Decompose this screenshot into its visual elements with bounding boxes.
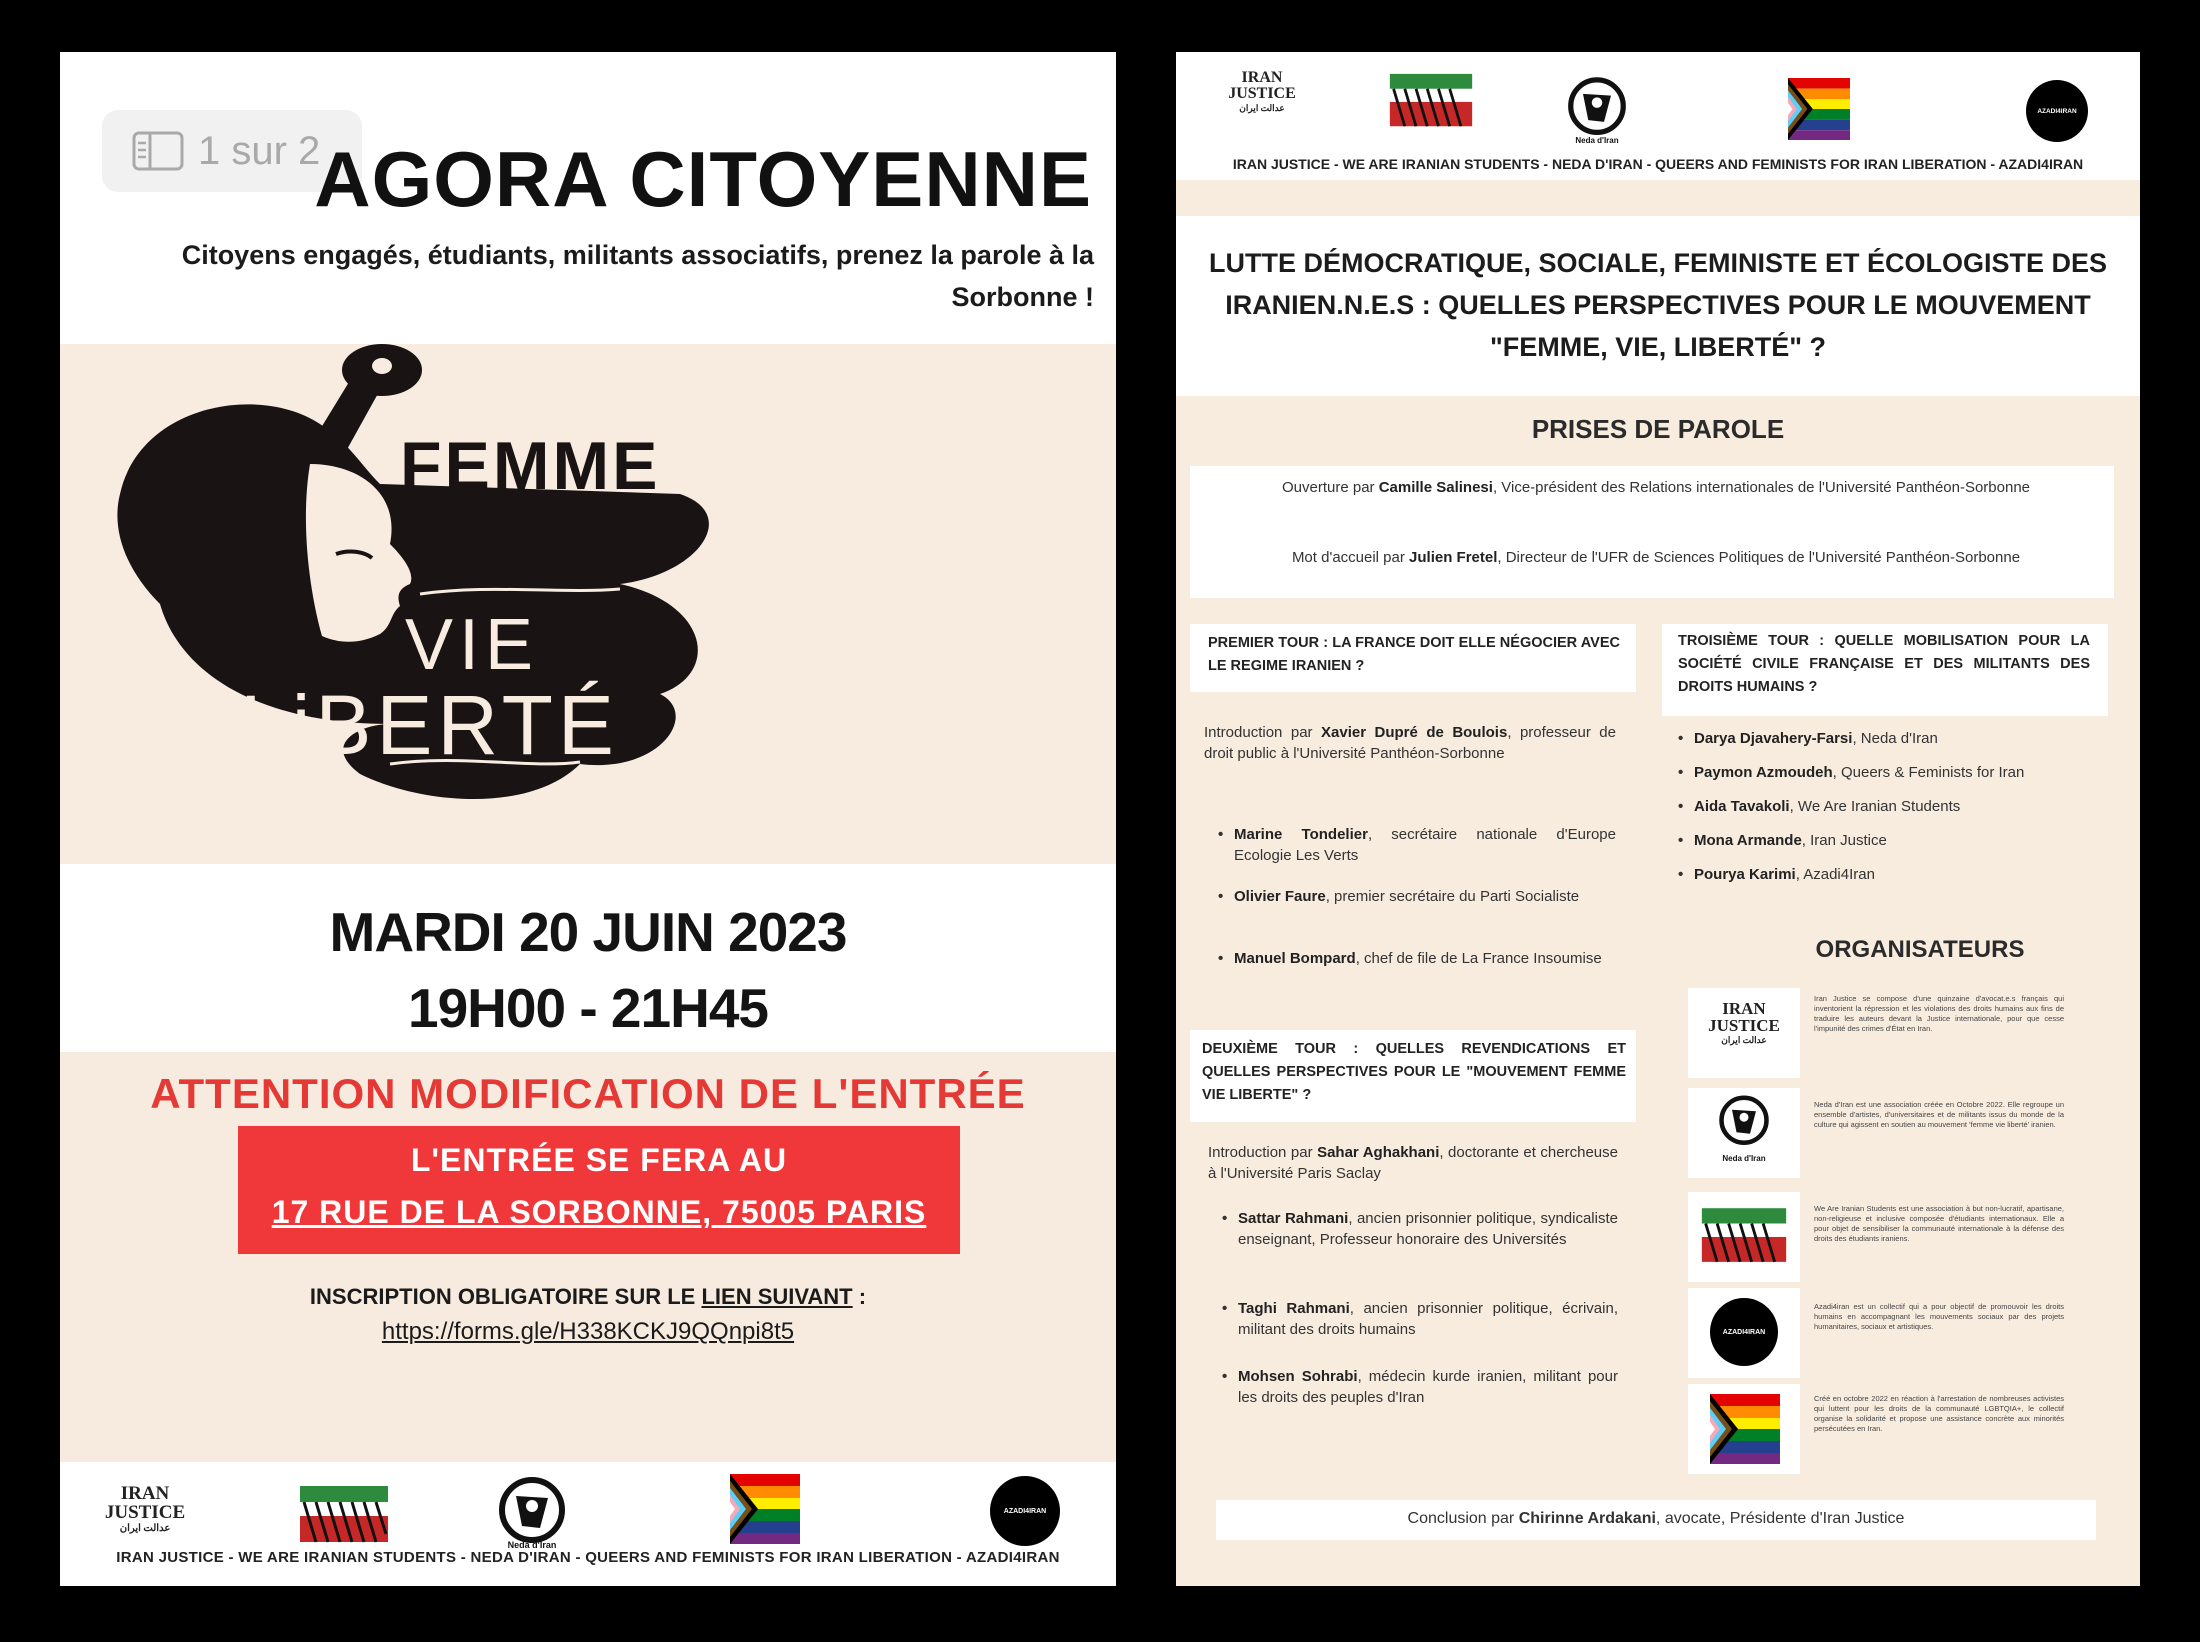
artwork-area [60, 344, 1116, 864]
we-are-iranian-students-logo [1386, 72, 1476, 130]
we-are-iranian-students-logo [1698, 1206, 1790, 1266]
conference-title: LUTTE DÉMOCRATIQUE, SOCIALE, FEMINISTE ET ÉCOLOGISTE DES IRANIEN.N.E.S : QUELLES PERSPECTIVES POUR LE MOUVEMENT "FEMME, VIE, LIBERTÉ" ? [1208, 248, 2108, 362]
org-description: We Are Iranian Students est une association à but non-lucratif, apartisane, non-religieuse et inclusive composée d'étudiants internationaux. Elle a pour objet de sensibiliser la communauté internationale à la défense des droits des étudiants iraniens. [1814, 1204, 2064, 1243]
neda-iran-logo: Neda d'Iran [492, 1476, 572, 1556]
poster-right [1176, 52, 2140, 1586]
org-description: Neda d'Iran est une association créée en Octobre 2022. Elle regroupe un ensemble d'artistes, d'universitaires et de militants issus du monde de la culture qui agissent en soutien au mouvement 'femme vie liberté' iranien. [1814, 1100, 2064, 1129]
neda-iran-icon [492, 1476, 572, 1546]
conclusion-text: Conclusion par Chirinne Ardakani, avocate, Présidente d'Iran Justice [1407, 1510, 1905, 1527]
page-counter-label: 1 sur 2 [198, 128, 321, 173]
inscription-link-label: LIEN SUIVANT [701, 1284, 853, 1309]
event-date: MARDI 20 JUIN 2023 [329, 901, 847, 963]
tour1-intro: Introduction par Xavier Dupré de Boulois, professeur de droit public à l'Université Panthéon-Sorbonne [1204, 724, 1616, 762]
entry-address: 17 RUE DE LA SORBONNE, 75005 PARIS [271, 1194, 927, 1230]
section-prises-de-parole: PRISES DE PAROLE [1531, 414, 1785, 444]
azadi4iran-logo: AZADI4IRAN [1710, 1298, 1778, 1366]
list-item: • Mona Armande, Iran Justice [1678, 832, 1887, 849]
list-item: • Taghi Rahmani, ancien prisonnier politique, écrivain, militant des droits humains [1222, 1300, 1618, 1338]
list-item: • Paymon Azmoudeh, Queers & Feminists for Iran [1678, 764, 2025, 781]
list-item: • Marine Tondelier, secrétaire nationale d'Europe Ecologie Les Verts [1218, 826, 1616, 864]
art-word-vie: VIE [405, 605, 540, 685]
header-organisations-line: IRAN JUSTICE - WE ARE IRANIAN STUDENTS - NEDA D'IRAN - QUEERS AND FEMINISTS FOR IRAN LIBERATION - AZADI4IRAN [1232, 156, 2084, 172]
femme-vie-liberte-artwork [60, 344, 1116, 864]
tour2-intro: Introduction par Sahar Aghakhani, doctorante et chercheuse à l'Université Paris Saclay [1208, 1144, 1618, 1182]
neda-iran-icon [1562, 76, 1632, 138]
list-item: • Pourya Karimi, Azadi4Iran [1678, 866, 1875, 883]
attention-notice: ATTENTION MODIFICATION DE L'ENTRÉE [150, 1070, 1026, 1117]
org-description: Azadi4iran est un collectif qui a pour objectif de promouvoir les droits humains en accompagnant les mouvements sociaux par des projets humanitaires, sociaux et artistiques. [1814, 1302, 2064, 1331]
entry-line1: L'ENTRÉE SE FERA AU [410, 1142, 788, 1178]
list-item: • Mohsen Sohrabi, médecin kurde iranien, militant pour les droits des peuples d'Iran [1222, 1368, 1618, 1406]
poster-subtitle: Citoyens engagés, étudiants, militants associatifs, prenez la parole à la Sorbonne ! [181, 240, 1094, 312]
org-card-azadi [1688, 1288, 1800, 1378]
progress-pride-flag-icon [730, 1474, 800, 1544]
org-card-wais [1688, 1192, 1800, 1282]
footer-organisations-line: IRAN JUSTICE - WE ARE IRANIAN STUDENTS - NEDA D'IRAN - QUEERS AND FEMINISTS FOR IRAN LIBERATION - AZADI4IRAN [116, 1549, 1060, 1566]
list-item: • Sattar Rahmani, ancien prisonnier politique, syndicaliste enseignant, Professeur honoraire des Universités [1222, 1210, 1618, 1248]
azadi4iran-logo: AZADI4IRAN [990, 1476, 1060, 1546]
tour2-title: DEUXIÈME TOUR : QUELLES REVENDICATIONS ET QUELLES PERSPECTIVES POUR LE "MOUVEMENT FEMME VIE LIBERTE" ? [1202, 1041, 1626, 1103]
we-are-iranian-students-logo [296, 1484, 392, 1546]
list-item: • Aida Tavakoli, We Are Iranian Students [1678, 798, 1961, 815]
tour1-title: PREMIER TOUR : LA FRANCE DOIT ELLE NÉGOCIER AVEC LE REGIME IRANIEN ? [1208, 635, 1620, 674]
iran-justice-logo: IRAN JUSTICE عدالت ایران [1228, 69, 1296, 113]
section-organisateurs: ORGANISATEURS [1815, 936, 2025, 963]
poster-title: AGORA CITOYENNE [314, 135, 1092, 223]
list-item: • Darya Djavahery-Farsi, Neda d'Iran [1678, 730, 1938, 747]
poster-left [60, 52, 1116, 1586]
list-item: • Olivier Faure, premier secrétaire du Parti Socialiste [1218, 888, 1580, 905]
sidebar-toggle-icon [132, 131, 184, 171]
org-description: Créé en octobre 2022 en réaction à l'arrestation de nombreuses activistes qui luttent pour les droits de la communauté LGBTQIA+, le collectif organise la solidarité et propose une assistance concrète aux minorités persécutées en Iran. [1814, 1394, 2064, 1433]
progress-pride-flag-icon [1788, 78, 1850, 140]
azadi4iran-logo: AZADI4IRAN [2026, 80, 2088, 142]
iran-justice-logo: IRAN JUSTICE عدالت ایران [1708, 999, 1780, 1045]
footer-logos [60, 1462, 1116, 1586]
iran-justice-logo: IRAN JUSTICE عدالت ایران [104, 1483, 186, 1534]
registration-link[interactable]: https://forms.gle/H338KCKJ9QQnpi8t5 [381, 1318, 795, 1345]
opening-text: Ouverture par Camille Salinesi, Vice-président des Relations internationales de l'Université Panthéon-Sorbonne [1281, 479, 2031, 496]
tour3-title: TROISIÈME TOUR : QUELLE MOBILISATION POUR LA SOCIÉTÉ CIVILE FRANÇAISE ET DES MILITANTS DES DROITS HUMAINS ? [1678, 633, 2090, 695]
org-card-queers-feminists [1688, 1384, 1800, 1474]
org-card-iran-justice [1688, 988, 1800, 1078]
event-time: 19H00 - 21H45 [407, 977, 769, 1039]
org-card-neda: Neda d'Iran [1688, 1088, 1800, 1178]
art-word-femme: FEMME [400, 428, 661, 504]
art-word-liberte: LiBERTÉ [240, 678, 619, 772]
welcome-text: Mot d'accueil par Julien Fretel, Directeur de l'UFR de Sciences Politiques de l'Université Panthéon-Sorbonne [1291, 549, 2021, 566]
org-description: Iran Justice se compose d'une quinzaine d'avocat.e.s français qui inventorient la répression et les violations des droits humains aux fins de traduire les auteurs devant la Justice internationale, pour que cesse l'impunité des crimes d'État en Iran. [1814, 994, 2064, 1033]
list-item: • Manuel Bompard, chef de file de La France Insoumise [1218, 950, 1602, 967]
inscription-text: INSCRIPTION OBLIGATOIRE SUR LE LIEN SUIVANT : [309, 1284, 867, 1309]
neda-iran-logo: Neda d'Iran [1562, 76, 1632, 150]
progress-pride-flag-icon [1710, 1394, 1780, 1464]
neda-iran-icon [1714, 1094, 1774, 1148]
